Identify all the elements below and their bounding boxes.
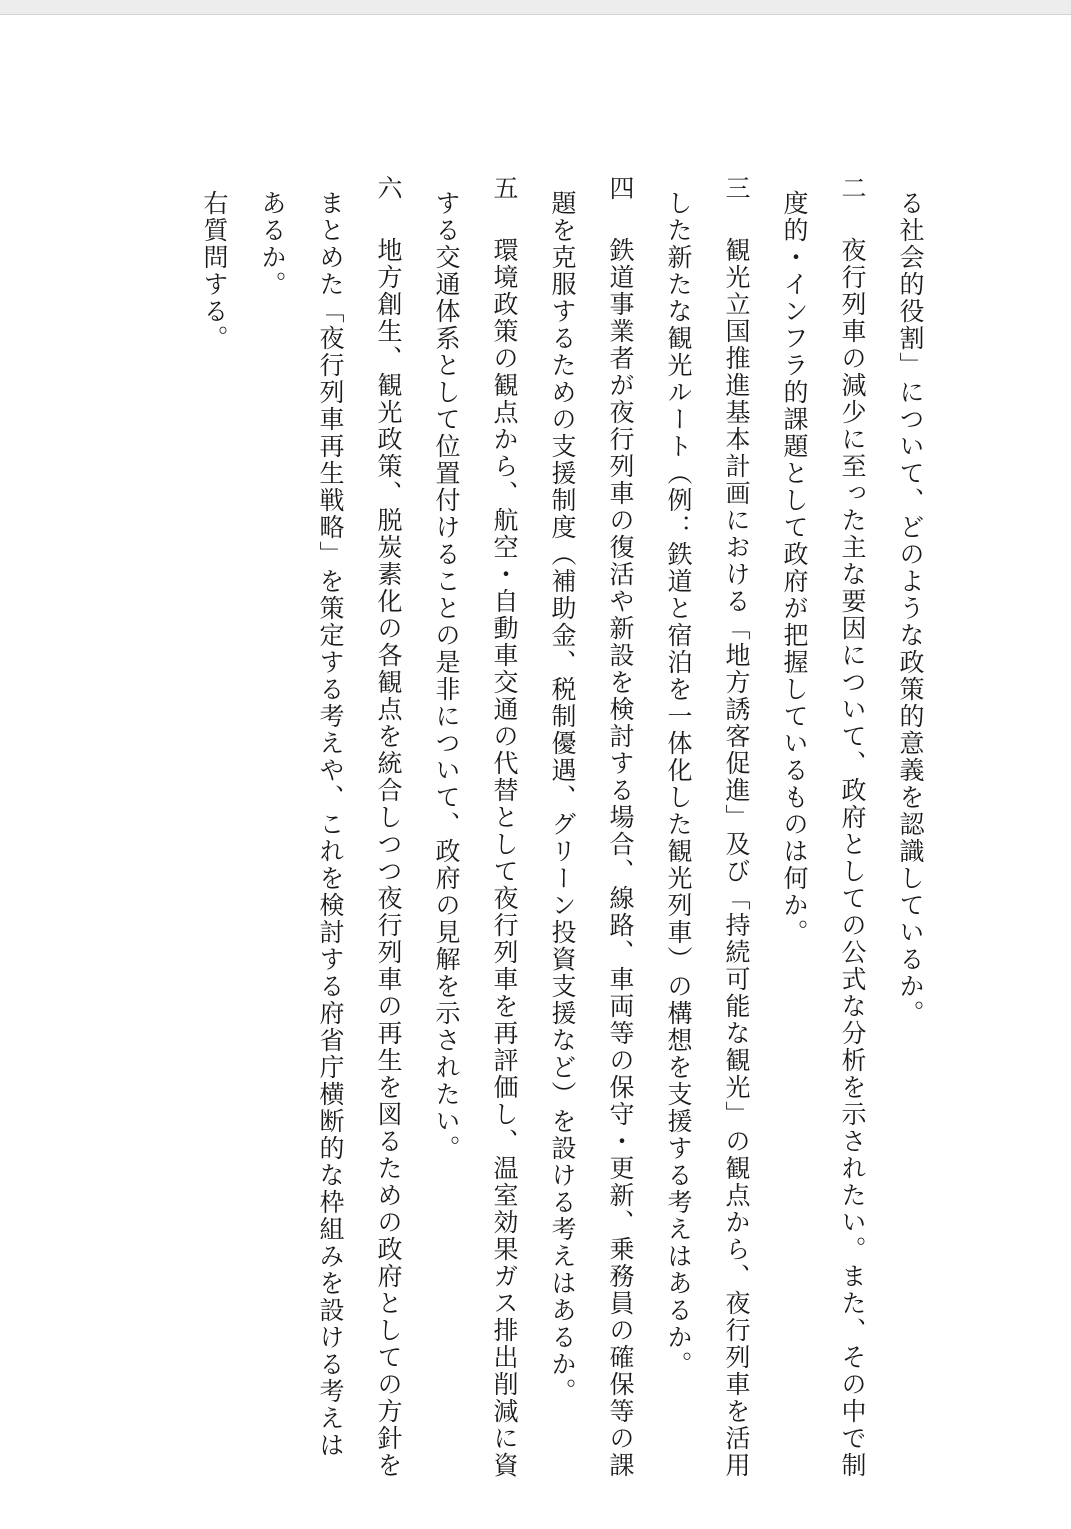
- item-2-line-2: [774, 190, 814, 946]
- item-number-6: 六: [374, 175, 403, 202]
- line-text: まとめた「夜行列車再生戦略」を策定する考えや、これを検討する府省庁横断的な枠組みを設ける考えは: [316, 190, 345, 1459]
- item-6-line-2: [310, 190, 350, 1459]
- document-page: [0, 15, 1071, 1529]
- line-text: する交通体系として位置付けることの是非について、政府の見解を示されたい。: [432, 190, 461, 1162]
- item-number-3: 三: [722, 175, 751, 202]
- line-text: あるか。: [258, 190, 287, 298]
- line-text: 鉄道事業者が夜行列車の復活や新設を検討する場合、線路、車両等の保守・更新、乗務員の確保等の課: [606, 237, 635, 1479]
- line-text: した新たな観光ルート（例：鉄道と宿泊を一体化した観光列車）の構想を支援する考えはあるか。: [664, 190, 693, 1378]
- closing-line: [194, 190, 234, 352]
- item-number-4: 四: [606, 175, 635, 202]
- line-text: る社会的役割」について、どのような政策的意義を認識しているか。: [896, 190, 925, 1027]
- item-4-line-2: [542, 190, 582, 1405]
- line-text: 度的・インフラ的課題として政府が把握しているものは何か。: [780, 190, 809, 946]
- line-text: 夜行列車の減少に至った主な要因について、政府としての公式な分析を示されたい。また、その中で制: [838, 237, 867, 1479]
- line-text: 題を克服するための支援制度（補助金、税制優遇、グリーン投資支援など）を設ける考えはあるか。: [548, 190, 577, 1405]
- item-3-line-1: [716, 175, 756, 1479]
- viewer-top-bar: [0, 0, 1071, 15]
- line-text: 観光立国推進基本計画における「地方誘客促進」及び「持続可能な観光」の観点から、夜行列車を活用: [722, 237, 751, 1479]
- item-2-line-1: [832, 175, 872, 1479]
- item-3-line-2: [658, 190, 698, 1378]
- item-4-line-1: [600, 175, 640, 1479]
- item-number-5: 五: [490, 175, 519, 202]
- item-5-line-2: [426, 190, 466, 1162]
- line-text: 右質問する。: [200, 190, 229, 352]
- item-6-line-1: [368, 175, 408, 1479]
- text-line-1: [890, 190, 930, 1027]
- line-text: 地方創生、観光政策、脱炭素化の各観点を統合しつつ夜行列車の再生を図るための政府としての方針を: [374, 237, 403, 1479]
- item-number-2: 二: [838, 175, 867, 202]
- line-text: 環境政策の観点から、航空・自動車交通の代替として夜行列車を再評価し、温室効果ガス排出削減に資: [490, 237, 519, 1479]
- item-5-line-1: [484, 175, 524, 1479]
- item-6-line-3: [252, 190, 292, 298]
